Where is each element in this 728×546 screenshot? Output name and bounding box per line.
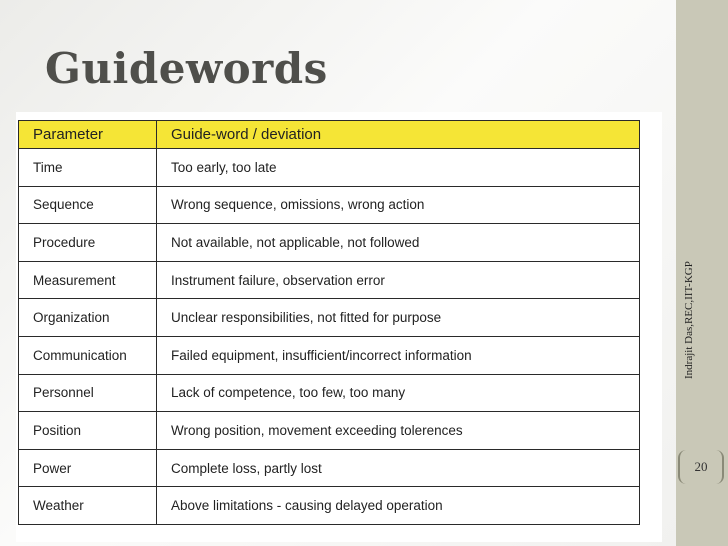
deviation-cell: Wrong sequence, omissions, wrong action bbox=[157, 186, 640, 224]
parameter-cell: Position bbox=[19, 412, 157, 450]
parameter-cell: Weather bbox=[19, 487, 157, 525]
parameter-cell: Procedure bbox=[19, 224, 157, 262]
deviation-cell: Failed equipment, insufficient/incorrect information bbox=[157, 336, 640, 374]
author-credit: Indrajit Das,REC,IIT-KGP bbox=[683, 261, 695, 379]
parameter-cell: Personnel bbox=[19, 374, 157, 412]
table-row bbox=[19, 374, 640, 412]
guideword-table bbox=[18, 120, 640, 525]
parameter-cell: Power bbox=[19, 449, 157, 487]
deviation-cell: Lack of competence, too few, too many bbox=[157, 374, 640, 412]
parameter-cell: Organization bbox=[19, 299, 157, 337]
table-row bbox=[19, 487, 640, 525]
deviation-cell: Instrument failure, observation error bbox=[157, 261, 640, 299]
table-row bbox=[19, 299, 640, 337]
deviation-cell: Complete loss, partly lost bbox=[157, 449, 640, 487]
page-number bbox=[678, 450, 724, 484]
header-parameter: Parameter bbox=[19, 121, 157, 149]
table-image-area bbox=[16, 112, 662, 542]
table-row bbox=[19, 261, 640, 299]
table-row bbox=[19, 412, 640, 450]
parameter-cell: Sequence bbox=[19, 186, 157, 224]
table-row bbox=[19, 336, 640, 374]
table-row bbox=[19, 449, 640, 487]
slide-title: Guidewords bbox=[45, 44, 328, 93]
deviation-cell: Above limitations - causing delayed operation bbox=[157, 487, 640, 525]
deviation-cell: Unclear responsibilities, not fitted for purpose bbox=[157, 299, 640, 337]
header-guideword: Guide-word / deviation bbox=[157, 121, 640, 149]
deviation-cell: Wrong position, movement exceeding tolerences bbox=[157, 412, 640, 450]
deviation-cell: Not available, not applicable, not followed bbox=[157, 224, 640, 262]
parameter-cell: Communication bbox=[19, 336, 157, 374]
table-row bbox=[19, 149, 640, 187]
parameter-cell: Time bbox=[19, 149, 157, 187]
table-header-row bbox=[19, 121, 640, 149]
deviation-cell: Too early, too late bbox=[157, 149, 640, 187]
page-number-text: 20 bbox=[694, 459, 708, 474]
parameter-cell: Measurement bbox=[19, 261, 157, 299]
table-row bbox=[19, 224, 640, 262]
table-row bbox=[19, 186, 640, 224]
